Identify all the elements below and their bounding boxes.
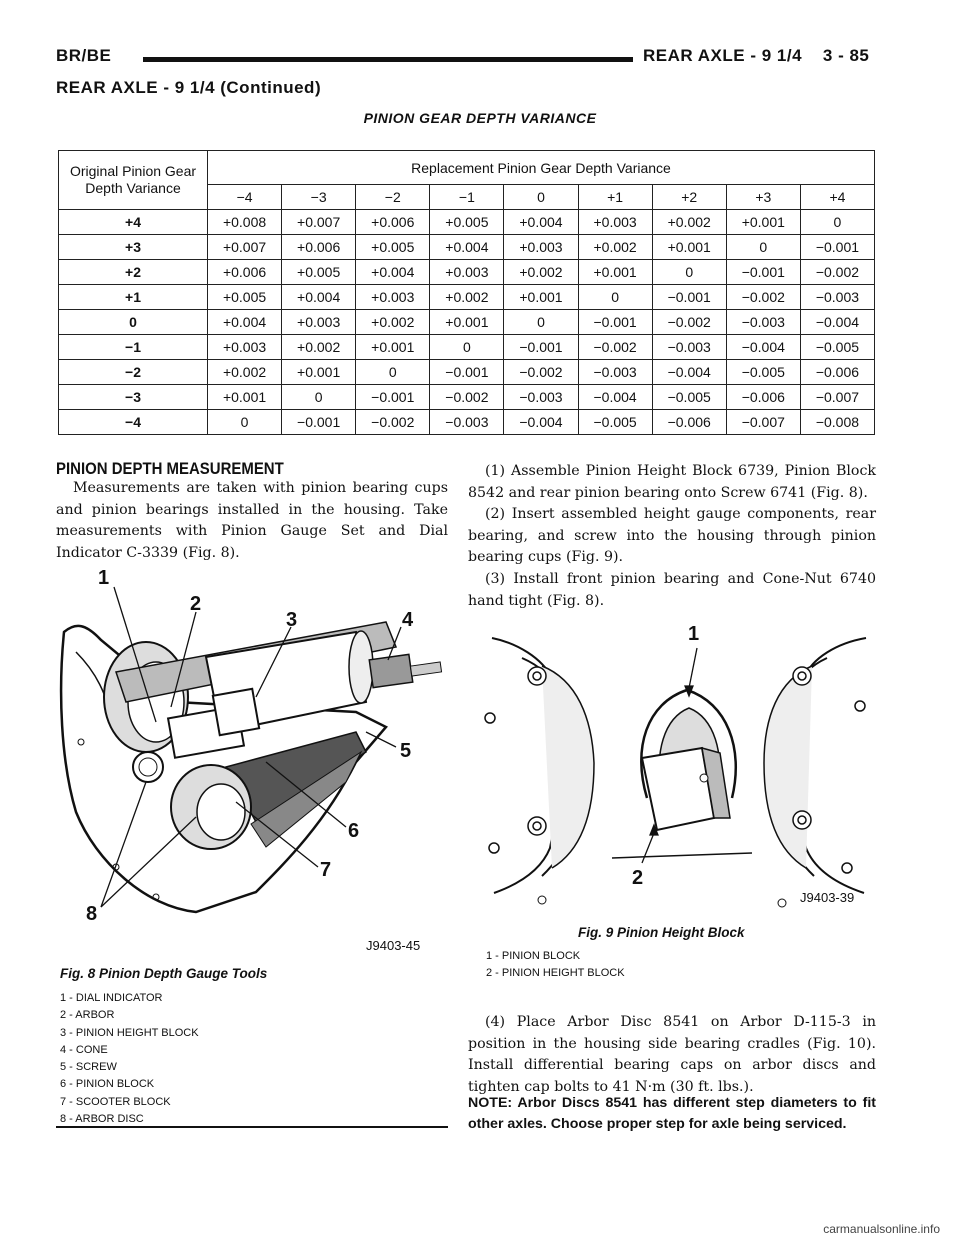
fig8-callout-3: 3 — [286, 609, 298, 631]
table-cell: −0.001 — [430, 360, 504, 385]
table-cell: −0.003 — [578, 360, 652, 385]
fig8-caption: Fig. 8 Pinion Depth Gauge Tools — [60, 966, 268, 981]
table-cell: +0.001 — [652, 235, 726, 260]
table-title: PINION GEAR DEPTH VARIANCE — [363, 110, 597, 126]
column-header: +3 — [726, 185, 800, 210]
column-header: +2 — [652, 185, 726, 210]
table-cell: −0.002 — [356, 410, 430, 435]
pinion-depth-variance-table — [58, 150, 875, 435]
legend-item: 1 - DIAL INDICATOR — [60, 992, 163, 1004]
intro-paragraph: Measurements are taken with pinion bearing cups and pinion bearings installed in the housing. Take measurements with Pinion Gauge Set and Dial Indicator C-3339 (Fig. 8). — [56, 480, 448, 561]
fig8-code: J9403-45 — [366, 938, 421, 953]
table-cell: +0.005 — [208, 285, 282, 310]
table-row — [59, 360, 875, 385]
table-cell: +0.001 — [356, 335, 430, 360]
row-label: +2 — [59, 260, 208, 285]
fig9-legend — [486, 948, 625, 983]
table-cell: −0.004 — [800, 310, 874, 335]
table-cell: +0.002 — [356, 310, 430, 335]
column-header: 0 — [504, 185, 578, 210]
legend-item: 5 - SCREW — [60, 1061, 117, 1074]
table-cell: +0.003 — [578, 210, 652, 235]
table-cell: 0 — [504, 310, 578, 335]
fig8-callout-7: 7 — [320, 859, 332, 881]
table-cell: 0 — [578, 285, 652, 310]
table-cell: +0.003 — [208, 335, 282, 360]
table-row — [59, 310, 875, 335]
step-2: (2) Insert assembled height gauge components, rear bearing, and screw into the housing through pinion bearing cups (Fig. 9). — [468, 506, 876, 566]
fig8-legend — [60, 990, 199, 1128]
legend-item: 4 - CONE — [60, 1043, 108, 1056]
table-cell: +0.004 — [356, 260, 430, 285]
table-row — [59, 385, 875, 410]
table-row — [59, 410, 875, 435]
replacement-variance-header: Replacement Pinion Gear Depth Variance — [208, 151, 875, 185]
table-cell: −0.001 — [504, 335, 578, 360]
header-rule — [143, 57, 633, 62]
legend-item: 6 - PINION BLOCK — [60, 1078, 155, 1091]
fig8-callout-1: 1 — [98, 567, 110, 589]
table-cell: −0.001 — [282, 410, 356, 435]
row-label: +4 — [59, 210, 208, 235]
table-cell: −0.002 — [578, 335, 652, 360]
table-cell: +0.002 — [578, 235, 652, 260]
fig9-caption: Fig. 9 Pinion Height Block — [578, 925, 745, 940]
table-cell: −0.005 — [652, 385, 726, 410]
row-label: +1 — [59, 285, 208, 310]
table-cell: +0.003 — [430, 260, 504, 285]
table-cell: −0.005 — [800, 335, 874, 360]
step-1: (1) Assemble Pinion Height Block 6739, Pinion Block 8542 and rear pinion bearing onto Screw 6741 (Fig. 8). — [468, 463, 876, 501]
fig9-pinion-height-block-illustration — [482, 618, 876, 920]
table-cell: −0.008 — [800, 410, 874, 435]
table-row — [59, 335, 875, 360]
column-header: −2 — [356, 185, 430, 210]
table-cell: −0.001 — [800, 235, 874, 260]
table-cell: −0.005 — [578, 410, 652, 435]
table-cell: +0.001 — [430, 310, 504, 335]
column-header: +1 — [578, 185, 652, 210]
table-cell: 0 — [652, 260, 726, 285]
table-cell: +0.003 — [504, 235, 578, 260]
procedure-steps — [468, 461, 876, 612]
table-cell: +0.006 — [282, 235, 356, 260]
fig8-callout-8: 8 — [86, 903, 98, 925]
table-cell: +0.001 — [208, 385, 282, 410]
fig9-callout-1: 1 — [688, 623, 700, 645]
table-cell: +0.008 — [208, 210, 282, 235]
note-paragraph: NOTE: Arbor Discs 8541 has different step diameters to fit other axles. Choose proper step for axle being serviced. — [468, 1095, 876, 1132]
table-cell: −0.003 — [800, 285, 874, 310]
row-label: −4 — [59, 410, 208, 435]
table-cell: −0.002 — [726, 285, 800, 310]
table-cell: +0.003 — [282, 310, 356, 335]
legend-item: 2 - PINION HEIGHT BLOCK — [486, 967, 625, 980]
table-cell: +0.006 — [208, 260, 282, 285]
table-cell: −0.002 — [800, 260, 874, 285]
table-cell: −0.003 — [504, 385, 578, 410]
column-header: −1 — [430, 185, 504, 210]
table-cell: +0.007 — [282, 210, 356, 235]
table-cell: −0.005 — [726, 360, 800, 385]
table-row — [59, 235, 875, 260]
running-header-model: BR/BE — [56, 46, 112, 65]
fig9-callout-2: 2 — [632, 867, 644, 889]
original-variance-header: Original Pinion Gear Depth Variance — [59, 151, 208, 210]
table-row — [59, 260, 875, 285]
table-cell: −0.004 — [652, 360, 726, 385]
table-row — [59, 285, 875, 310]
table-cell: −0.004 — [726, 335, 800, 360]
legend-item: 2 - ARBOR — [60, 1009, 115, 1022]
table-cell: 0 — [430, 335, 504, 360]
fig8-callout-6: 6 — [348, 820, 360, 842]
continued-heading: REAR AXLE - 9 1/4 (Continued) — [56, 78, 322, 97]
table-cell: −0.006 — [652, 410, 726, 435]
table-cell: −0.007 — [800, 385, 874, 410]
legend-item: 1 - PINION BLOCK — [486, 950, 581, 962]
row-label: 0 — [59, 310, 208, 335]
table-cell: −0.002 — [652, 310, 726, 335]
fig8-callout-2: 2 — [190, 593, 202, 615]
table-cell: +0.006 — [356, 210, 430, 235]
table-cell: +0.002 — [282, 335, 356, 360]
table-cell: −0.001 — [356, 385, 430, 410]
table-cell: +0.003 — [356, 285, 430, 310]
table-cell: −0.006 — [726, 385, 800, 410]
table-cell: −0.001 — [578, 310, 652, 335]
table-cell: −0.004 — [578, 385, 652, 410]
column-header: +4 — [800, 185, 874, 210]
table-cell: +0.004 — [504, 210, 578, 235]
table-cell: −0.007 — [726, 410, 800, 435]
table-cell: +0.004 — [430, 235, 504, 260]
table-cell: −0.003 — [726, 310, 800, 335]
table-cell: +0.001 — [726, 210, 800, 235]
table-cell: 0 — [726, 235, 800, 260]
column-header: −3 — [282, 185, 356, 210]
table-cell: −0.002 — [430, 385, 504, 410]
fig9-code: J9403-39 — [800, 890, 855, 905]
fig8-callout-4: 4 — [402, 609, 414, 631]
table-cell: +0.001 — [504, 285, 578, 310]
table-cell: +0.005 — [282, 260, 356, 285]
watermark: carmanualsonline.info — [823, 1222, 940, 1236]
fig8-pinion-depth-gauge-illustration — [56, 562, 448, 962]
table-cell: +0.005 — [430, 210, 504, 235]
table-cell: −0.006 — [800, 360, 874, 385]
step-4: (4) Place Arbor Disc 8541 on Arbor D-115-3 in position in the housing side bearing cradles (Fig. 10). Install differential bearing caps on arbor discs and tighten cap bolts to 41 N·m (30 ft. lbs.). — [468, 1014, 876, 1095]
fig8-callout-5: 5 — [400, 740, 412, 762]
step-3: (3) Install front pinion bearing and Cone-Nut 6740 hand tight (Fig. 8). — [468, 570, 876, 609]
row-label: −2 — [59, 360, 208, 385]
table-cell: −0.004 — [504, 410, 578, 435]
table-cell: 0 — [356, 360, 430, 385]
table-cell: +0.002 — [208, 360, 282, 385]
table-cell: +0.002 — [652, 210, 726, 235]
table-cell: −0.002 — [504, 360, 578, 385]
legend-item: 3 - PINION HEIGHT BLOCK — [60, 1026, 199, 1039]
table-cell: −0.001 — [726, 260, 800, 285]
column-header: −4 — [208, 185, 282, 210]
table-cell: −0.001 — [652, 285, 726, 310]
table-cell: +0.004 — [208, 310, 282, 335]
table-row — [59, 210, 875, 235]
row-label: −3 — [59, 385, 208, 410]
table-cell: −0.003 — [652, 335, 726, 360]
table-cell: +0.002 — [430, 285, 504, 310]
table-cell: +0.001 — [578, 260, 652, 285]
column-rule — [56, 1126, 448, 1128]
table-cell: 0 — [800, 210, 874, 235]
legend-item: 8 - ARBOR DISC — [60, 1113, 144, 1126]
table-cell: +0.002 — [504, 260, 578, 285]
table-cell: −0.003 — [430, 410, 504, 435]
legend-item: 7 - SCOOTER BLOCK — [60, 1095, 171, 1108]
table-cell: +0.007 — [208, 235, 282, 260]
table-cell: +0.001 — [282, 360, 356, 385]
table-cell: 0 — [208, 410, 282, 435]
row-label: −1 — [59, 335, 208, 360]
section-heading: PINION DEPTH MEASUREMENT — [56, 459, 284, 478]
running-header-section-page: REAR AXLE - 9 1/4 3 - 85 — [643, 46, 870, 65]
table-cell: +0.004 — [282, 285, 356, 310]
table-cell: +0.005 — [356, 235, 430, 260]
row-label: +3 — [59, 235, 208, 260]
table-cell: 0 — [282, 385, 356, 410]
